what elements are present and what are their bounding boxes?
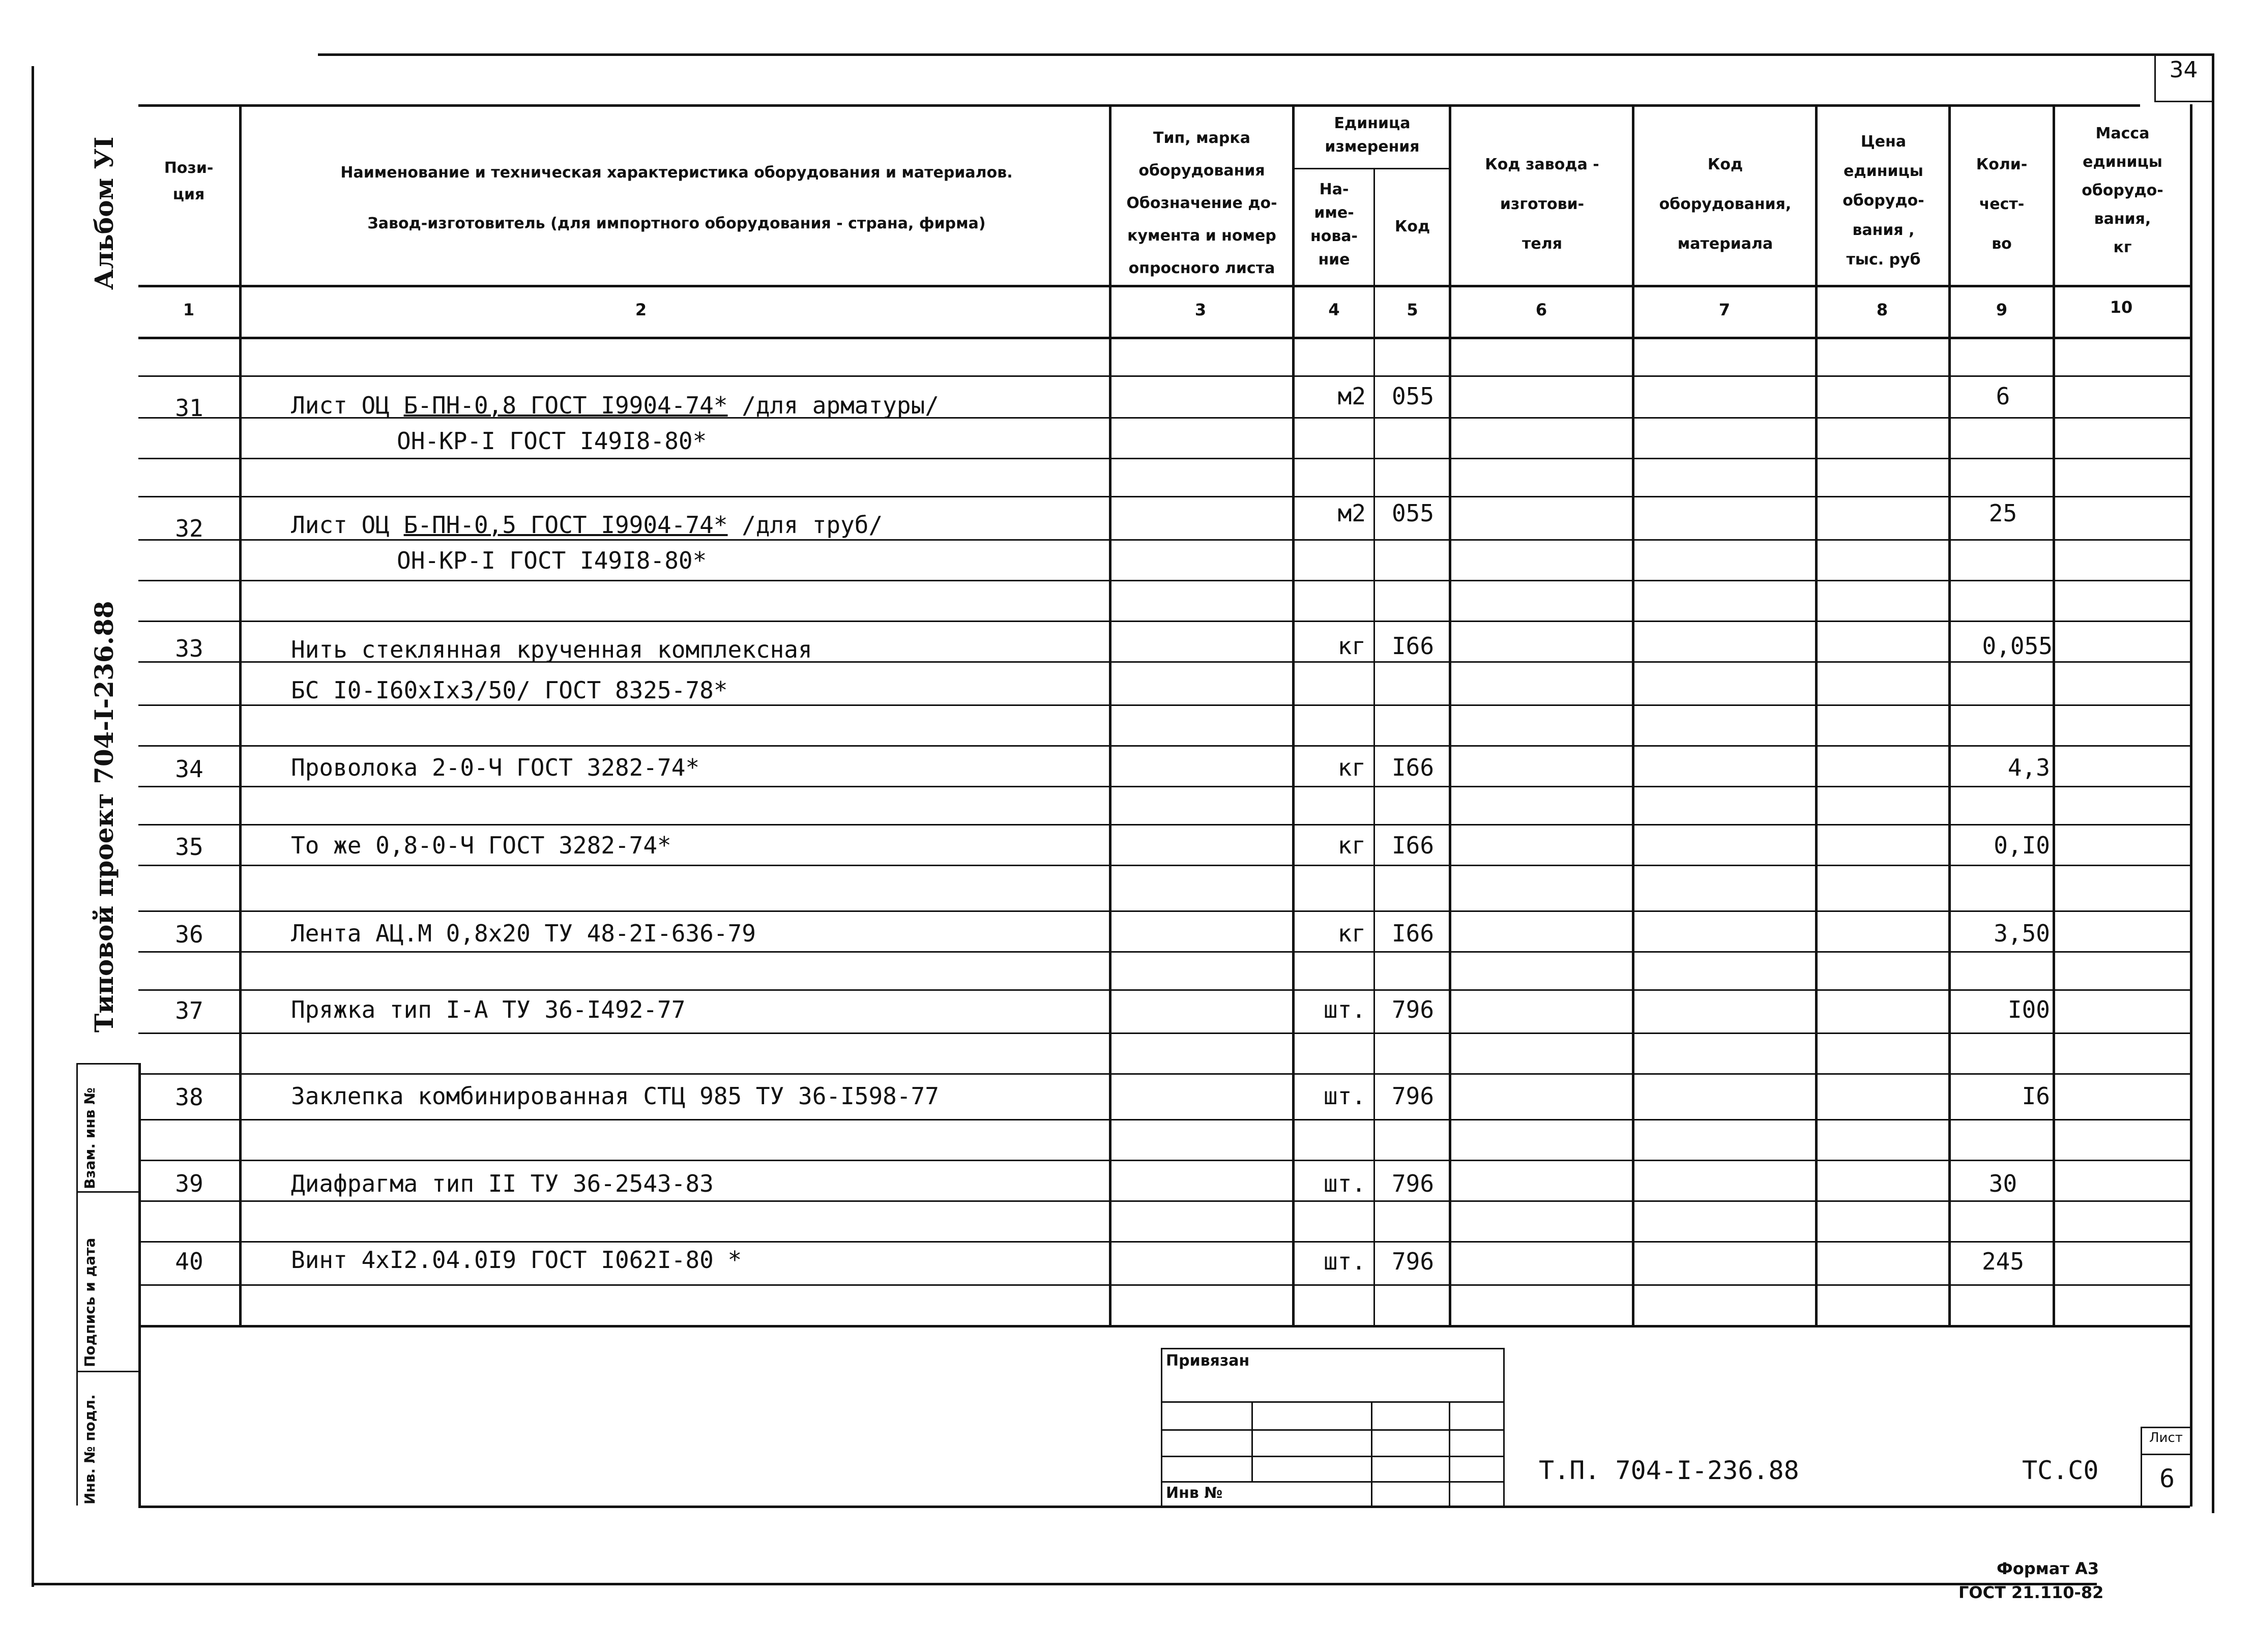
header-text: Единица [1334,114,1411,132]
unit-38: шт. [1323,1082,1366,1110]
sheet-box-top [2141,1427,2191,1428]
page-number: 34 [2169,57,2198,83]
unit-32: м2 [1337,499,1366,527]
header-text: материала [1677,235,1773,253]
row-31-name-line2: ОН-КР-I ГОСТ I49I8-80* [397,427,707,455]
tied-label: Привязан [1166,1352,1250,1370]
header-text: ние [1318,251,1350,269]
header-col2 [244,148,1109,249]
row-line [138,1119,2190,1120]
col-line-9 [2053,104,2055,1325]
row-33-name-line2: БС I0-I60хIх3/50/ ГОСТ 8325-78* [291,676,728,704]
qty-38: I6 [2022,1082,2050,1110]
header-text: нова- [1310,227,1358,245]
unit-35: кг [1337,832,1366,859]
header-text: теля [1522,235,1562,253]
code-32: 055 [1391,499,1435,527]
header-text: Завод-изготовитель (для импортного оборудования - страна, фирма) [367,215,986,232]
frame-bottom-line [138,1506,2190,1508]
row-line [138,496,2190,497]
header-text: Код завода - [1485,156,1599,173]
stamp-left-line [76,1063,78,1506]
table-right-line [2190,104,2192,1507]
header-text: кумента и номер [1127,227,1276,245]
header-text: единицы [2083,153,2162,171]
column-number: 10 [2110,298,2133,317]
unit-36: кг [1337,920,1366,947]
code-34: I66 [1391,754,1435,781]
position-40: 40 [175,1248,203,1275]
row-line [138,951,2190,953]
top-frame-line [318,53,2213,56]
header-text: оборудования, [1659,195,1792,213]
header-bottom-line [138,285,2190,287]
sheet-box-divider [2141,1454,2191,1455]
unit-33: кг [1337,632,1366,660]
position-31: 31 [175,394,203,422]
code-36: I66 [1391,920,1435,947]
col-line-3 [1292,104,1295,1325]
column-number: 2 [635,300,647,319]
table-body-bottom-line [138,1325,2190,1328]
header-text: Тип, марка [1153,129,1250,147]
inventory-label: Инв № [1166,1484,1223,1502]
row-line [138,621,2190,622]
column-number: 1 [183,300,195,319]
header-text: во [1992,235,2012,253]
left-frame-line [32,66,34,1587]
row-line [138,1073,2190,1075]
row-33-name-line1: Нить стеклянная крученная комплексная [291,636,812,663]
row-text: /для труб/ [727,511,883,539]
header-text: Обозначение до- [1126,194,1277,212]
header-col1 [138,155,239,208]
col-line-6 [1632,104,1634,1325]
code-39: 796 [1391,1170,1435,1197]
qty-32: 25 [1988,499,2017,527]
col-line-1 [239,104,242,1325]
header-text: оборудования [1138,162,1265,180]
header-col3 [1111,122,1292,285]
column-number: 6 [1535,300,1547,319]
header-col10 [2055,120,2190,262]
sheet-label: Лист [2149,1430,2183,1446]
column-number: 7 [1718,300,1731,319]
tied-box-line-4 [1161,1481,1504,1483]
header-col8 [1819,127,1948,275]
header-text: единицы [1844,162,1923,180]
position-38: 38 [175,1083,203,1111]
header-text: изготови- [1500,195,1585,213]
code-31: 055 [1391,382,1435,410]
tied-box-col-1 [1251,1401,1253,1481]
row-31-name-line1 [291,392,939,419]
bottom-frame-line [32,1583,2097,1585]
qty-33: 0,055 [1982,632,2053,660]
row-35-name: То же 0,8-0-Ч ГОСТ 3282-74* [291,832,671,859]
sheet-number: 6 [2159,1464,2175,1493]
tied-box-col-3 [1449,1401,1450,1507]
row-line [138,865,2190,866]
row-text: /для арматуры/ [727,392,939,419]
row-37-name: Пряжка тип I-А ТУ 36-I492-77 [291,996,686,1023]
tied-box-line-2 [1161,1429,1504,1431]
sheet-box-left [2141,1427,2142,1507]
header-col4 [1295,178,1373,272]
row-line [138,745,2190,747]
document-mark: ТС.С0 [2022,1456,2099,1485]
tied-box-top [1161,1348,1504,1349]
col-line-7 [1815,104,1818,1325]
row-40-name: Винт 4хI2.04.0I9 ГОСТ I062I-80 * [291,1246,742,1274]
tied-box-line-3 [1161,1456,1504,1457]
qty-37: I00 [2007,996,2050,1023]
format-label: Формат А3 [1997,1559,2099,1578]
header-col9 [1951,145,2053,264]
row-line [138,375,2190,377]
column-number: 8 [1876,300,1888,319]
header-col6 [1452,145,1632,264]
header-text: име- [1314,204,1354,222]
position-39: 39 [175,1170,203,1197]
code-37: 796 [1391,996,1435,1023]
unit-31: м2 [1337,382,1366,410]
stamp-orig-inv: Инв. № подл. [81,1394,98,1504]
header-text: На- [1319,181,1349,198]
stamp-signature-date: Подпись и дата [81,1237,98,1367]
tied-box-left [1161,1348,1162,1507]
row-line [138,1032,2190,1034]
header-text: кг [2113,239,2132,256]
row-39-name: Диафрагма тип II ТУ 36-2543-83 [291,1170,714,1197]
album-title: Альбом УI [89,136,119,290]
position-37: 37 [175,997,203,1024]
row-line [138,989,2190,991]
header-text: Наименование и техническая характеристика оборудования и материалов. [340,164,1013,182]
row-line [138,910,2190,912]
header-text: измерения [1325,138,1420,156]
code-33: I66 [1391,632,1435,660]
header-text: Пози- [164,159,214,177]
qty-31: 6 [1996,382,2010,410]
position-32: 32 [175,515,203,542]
row-text: Лист ОЦ [291,392,404,419]
row-line [138,786,2190,787]
document-code: Т.П. 704-I-236.88 [1539,1456,1799,1485]
row-line [138,1241,2190,1243]
page-number-box-bottom [2154,101,2213,102]
qty-40: 245 [1981,1248,2025,1275]
unit-39: шт. [1323,1170,1366,1197]
position-33: 33 [175,635,203,662]
unit-37: шт. [1323,996,1366,1023]
header-text: оборудо- [1842,192,1924,210]
header-text: чест- [1979,195,2025,213]
row-text: Лист ОЦ [291,511,404,539]
header-unit-group [1295,112,1450,159]
header-col5: Код [1394,218,1430,235]
row-line [138,824,2190,825]
code-35: I66 [1391,832,1435,859]
qty-39: 30 [1988,1170,2017,1197]
position-34: 34 [175,755,203,783]
header-text: оборудо- [2082,182,2163,199]
row-line [138,1200,2190,1202]
header-text: Масса [2095,125,2150,142]
header-text: Код [1707,156,1743,173]
header-col7 [1635,145,1815,264]
stamp-divider-2 [76,1371,140,1372]
qty-35: 0,I0 [1994,832,2050,859]
numbers-bottom-line [138,337,2190,339]
qty-34: 4,3 [2007,754,2050,781]
row-text-underlined: Б-ПН-0,5 ГОСТ I9904-74* [403,511,728,539]
row-line [138,1284,2190,1286]
qty-36: 3,50 [1994,920,2050,947]
row-32-name-line1 [291,511,883,539]
row-34-name: Проволока 2-0-Ч ГОСТ 3282-74* [291,754,700,781]
col-line-8 [1948,104,1951,1325]
tied-box-line-1 [1161,1401,1504,1403]
row-38-name: Заклепка комбинированная СТЦ 985 ТУ 36-I598-77 [291,1082,939,1110]
col-line-2 [1109,104,1111,1325]
stamp-divider-1 [76,1191,140,1193]
page-number-box-left [2154,53,2156,102]
tied-box-col-2 [1371,1401,1372,1507]
row-line [138,1160,2190,1161]
unit-34: кг [1337,754,1366,781]
row-line [138,458,2190,459]
row-line [138,580,2190,581]
column-number: 4 [1328,300,1340,319]
column-number: 5 [1407,300,1418,319]
stamp-replaced-inv: Взам. инв № [81,1087,98,1189]
project-title: Типовой проект 704-I-236.88 [89,601,119,1032]
gost-label: ГОСТ 21.110-82 [1958,1583,2104,1602]
header-text: опросного листа [1128,259,1275,277]
header-text: Коли- [1976,156,2028,173]
row-36-name: Лента АЦ.М 0,8х20 ТУ 48-2I-636-79 [291,920,756,947]
row-line [138,704,2190,706]
tied-box-right [1503,1348,1505,1507]
table-top-line [138,104,2140,107]
header-text: Цена [1860,133,1907,151]
unit-group-divider [1292,168,1450,169]
column-number: 9 [1996,300,2008,319]
row-text-underlined: Б-ПН-0,8 ГОСТ I9904-74* [403,392,728,419]
col-line-5 [1449,104,1451,1325]
code-40: 796 [1391,1248,1435,1275]
stamp-top-line [76,1063,140,1065]
header-text: вания, [2094,210,2151,228]
position-35: 35 [175,833,203,861]
unit-40: шт. [1323,1248,1366,1275]
row-line [138,539,2190,541]
row-32-name-line2: ОН-КР-I ГОСТ I49I8-80* [397,547,707,574]
header-text: тыс. руб [1846,251,1921,269]
code-38: 796 [1391,1082,1435,1110]
column-number: 3 [1194,300,1207,319]
right-frame-line [2212,53,2214,1513]
header-text: вания , [1852,221,1915,239]
position-36: 36 [175,921,203,948]
header-text: ция [172,186,205,203]
